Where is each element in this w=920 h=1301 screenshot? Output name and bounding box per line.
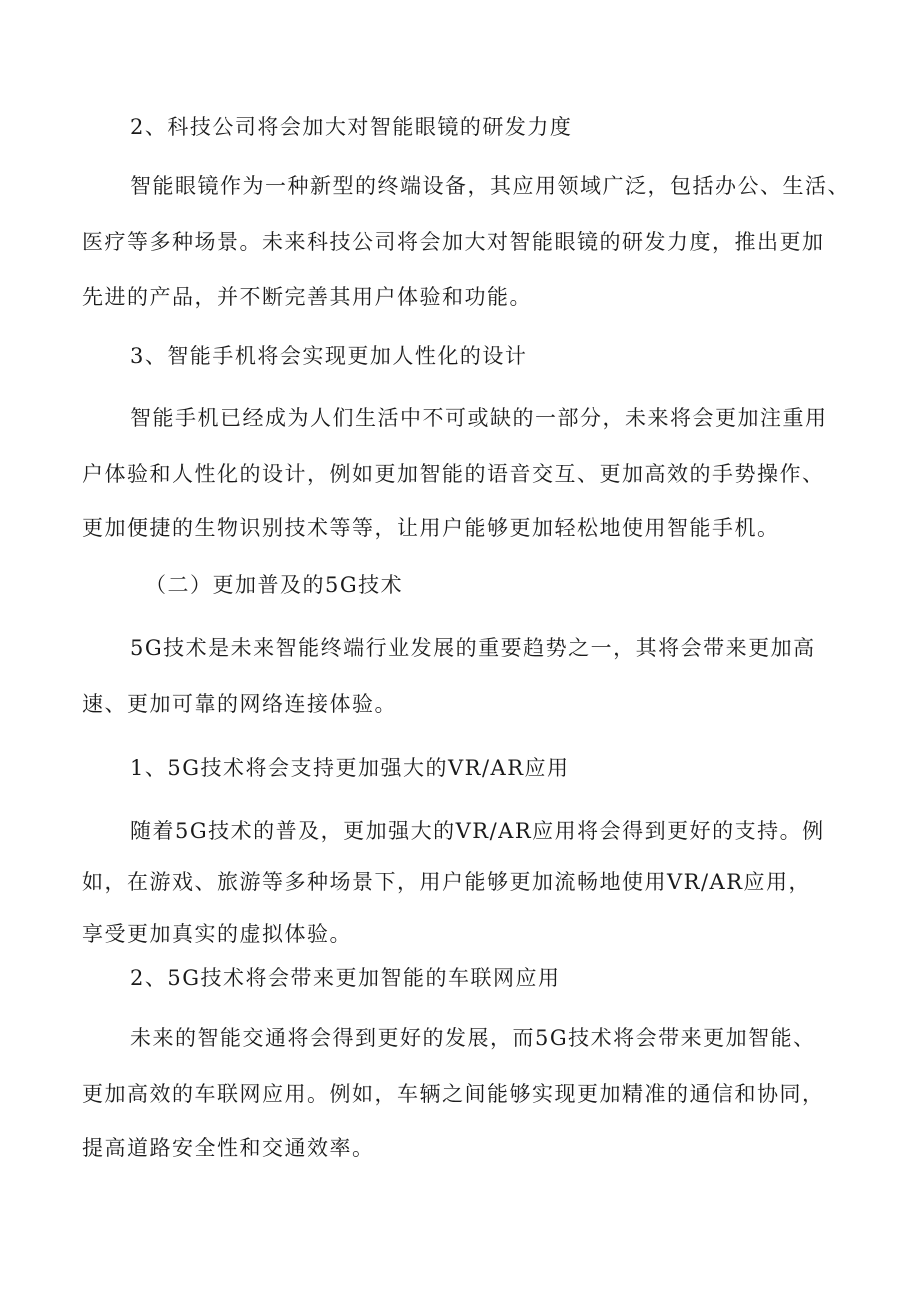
paragraph-line: 未来的智能交通将会得到更好的发展，而5G技术将会带来更加智能、 xyxy=(130,1026,816,1050)
paragraph-line: 如，在游戏、旅游等多种场景下，用户能够更加流畅地使用VR/AR应用， xyxy=(82,870,812,894)
paragraph-line: 医疗等多种场景。未来科技公司将会加大对智能眼镜的研发力度，推出更加 xyxy=(82,230,825,254)
section-heading: 2、科技公司将会加大对智能眼镜的研发力度 xyxy=(130,115,573,139)
paragraph-line: 户体验和人性化的设计，例如更加智能的语音交互、更加高效的手势操作、 xyxy=(82,462,825,486)
paragraph-line: 5G技术是未来智能终端行业发展的重要趋势之一，其将会带来更加高 xyxy=(130,636,816,660)
paragraph-line: 更加高效的车联网应用。例如，车辆之间能够实现更加精准的通信和协同， xyxy=(82,1082,825,1106)
paragraph-line: 智能眼镜作为一种新型的终端设备，其应用领域广泛，包括办公、生活、 xyxy=(130,174,850,198)
section-heading: 3、智能手机将会实现更加人性化的设计 xyxy=(130,344,528,368)
paragraph-line: 享受更加真实的虚拟体验。 xyxy=(82,922,352,946)
paragraph-line: 提高道路安全性和交通效率。 xyxy=(82,1136,375,1160)
paragraph-line: 更加便捷的生物识别技术等等，让用户能够更加轻松地使用智能手机。 xyxy=(82,516,780,540)
paragraph-line: 速、更加可靠的网络连接体验。 xyxy=(82,692,397,716)
section-heading: 2、5G技术将会带来更加智能的车联网应用 xyxy=(130,966,561,990)
paragraph-line: 智能手机已经成为人们生活中不可或缺的一部分，未来将会更加注重用 xyxy=(130,406,828,430)
section-heading: 1、5G技术将会支持更加强大的VR/AR应用 xyxy=(130,756,570,780)
paragraph-line: 随着5G技术的普及，更加强大的VR/AR应用将会得到更好的支持。例 xyxy=(130,819,825,843)
section-subheading: （二）更加普及的5G技术 xyxy=(145,573,404,597)
paragraph-line: 先进的产品，并不断完善其用户体验和功能。 xyxy=(82,285,532,309)
